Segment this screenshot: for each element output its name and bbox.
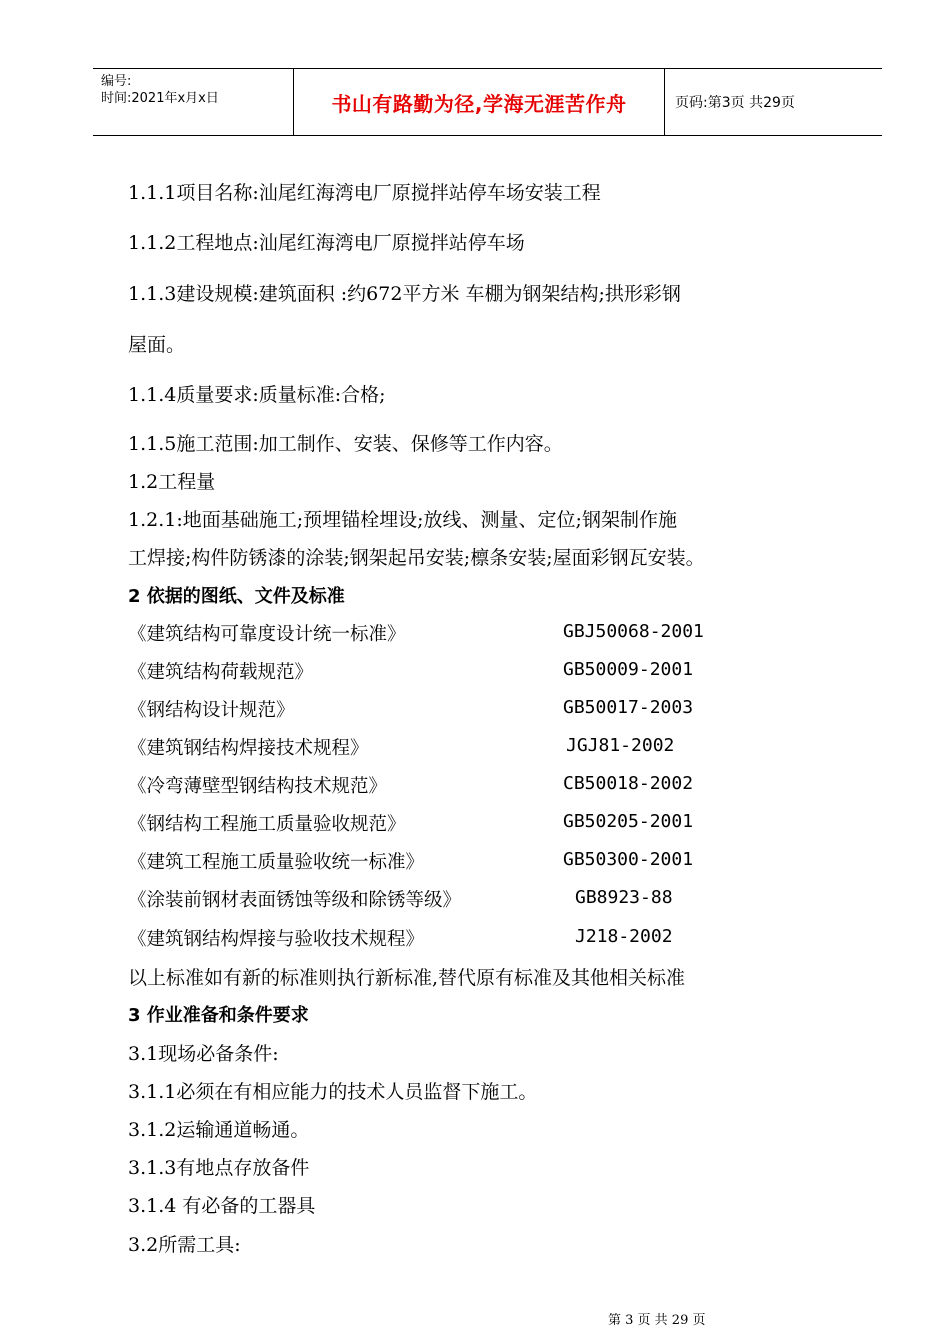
section-heading-3: 3 作业准备和条件要求 <box>128 1005 309 1026</box>
standard-code: GBJ50068-2001 <box>563 621 704 642</box>
standard-name: 《涂装前钢材表面锈蚀等级和除锈等级》 <box>128 890 462 911</box>
standard-name: 《建筑结构可靠度设计统一标准》 <box>128 624 406 645</box>
standard-name: 《建筑钢结构焊接与验收技术规程》 <box>128 929 425 950</box>
paragraph-required-tools: 3.2所需工具: <box>128 1234 241 1256</box>
standard-code: GB50017-2003 <box>563 697 694 718</box>
paragraph-supervision: 3.1.1必须在有相应能力的技术人员监督下施工。 <box>128 1081 538 1103</box>
standard-name: 《建筑结构荷载规范》 <box>128 662 314 683</box>
standard-name: 《建筑工程施工质量验收统一标准》 <box>128 852 425 873</box>
paragraph-quality: 1.1.4质量要求:质量标准:合格; <box>128 384 386 406</box>
paragraph-tools-available: 3.1.4 有必备的工器具 <box>128 1195 316 1217</box>
time-label: 时间:2021年x月x日 <box>101 91 219 106</box>
standard-name: 《钢结构工程施工质量验收规范》 <box>128 814 406 835</box>
paragraph-storage: 3.1.3有地点存放备件 <box>128 1157 310 1179</box>
paragraph-quantity-cont: 工焊接;构件防锈漆的涂装;钢架起吊安装;檩条安装;屋面彩钢瓦安装。 <box>128 547 705 569</box>
paragraph-project-name: 1.1.1项目名称:汕尾红海湾电厂原搅拌站停车场安装工程 <box>128 182 601 204</box>
standard-code: CB50018-2002 <box>563 773 694 794</box>
paragraph-site-conditions: 3.1现场必备条件: <box>128 1043 279 1065</box>
paragraph-scope: 1.1.5施工范围:加工制作、安装、保修等工作内容。 <box>128 433 563 455</box>
motto: 书山有路勤为径,学海无涯苦作舟 <box>331 91 627 116</box>
heading-quantity: 1.2工程量 <box>128 471 216 493</box>
standard-code: GB8923-88 <box>575 887 673 908</box>
standard-name: 《钢结构设计规范》 <box>128 700 295 721</box>
paragraph-scale-cont: 屋面。 <box>128 334 186 356</box>
serial-label: 编号: <box>101 74 132 89</box>
paragraph-transport: 3.1.2运输通道畅通。 <box>128 1119 310 1141</box>
section-heading-2: 2 依据的图纸、文件及标准 <box>128 586 345 607</box>
standard-name: 《建筑钢结构焊接技术规程》 <box>128 738 369 759</box>
standard-code: JGJ81-2002 <box>566 735 675 756</box>
standard-code: GB50205-2001 <box>563 811 694 832</box>
page-info: 页码:第3页 共29页 <box>675 95 795 111</box>
standard-code: J218-2002 <box>575 926 673 947</box>
standards-note: 以上标准如有新的标准则执行新标准,替代原有标准及其他相关标准 <box>128 967 686 989</box>
paragraph-location: 1.1.2工程地点:汕尾红海湾电厂原搅拌站停车场 <box>128 232 525 254</box>
standard-name: 《冷弯薄壁型钢结构技术规范》 <box>128 776 388 797</box>
paragraph-scale: 1.1.3建设规模:建筑面积 :约672平方米 车棚为钢架结构;拱形彩钢 <box>128 283 681 305</box>
page-footer: 第 3 页 共 29 页 <box>608 1313 706 1328</box>
paragraph-quantity: 1.2.1:地面基础施工;预埋锚栓埋设;放线、测量、定位;钢架制作施 <box>128 509 677 531</box>
document-body-lower <box>128 0 868 1300</box>
standard-code: GB50300-2001 <box>563 849 694 870</box>
standard-code: GB50009-2001 <box>563 659 694 680</box>
